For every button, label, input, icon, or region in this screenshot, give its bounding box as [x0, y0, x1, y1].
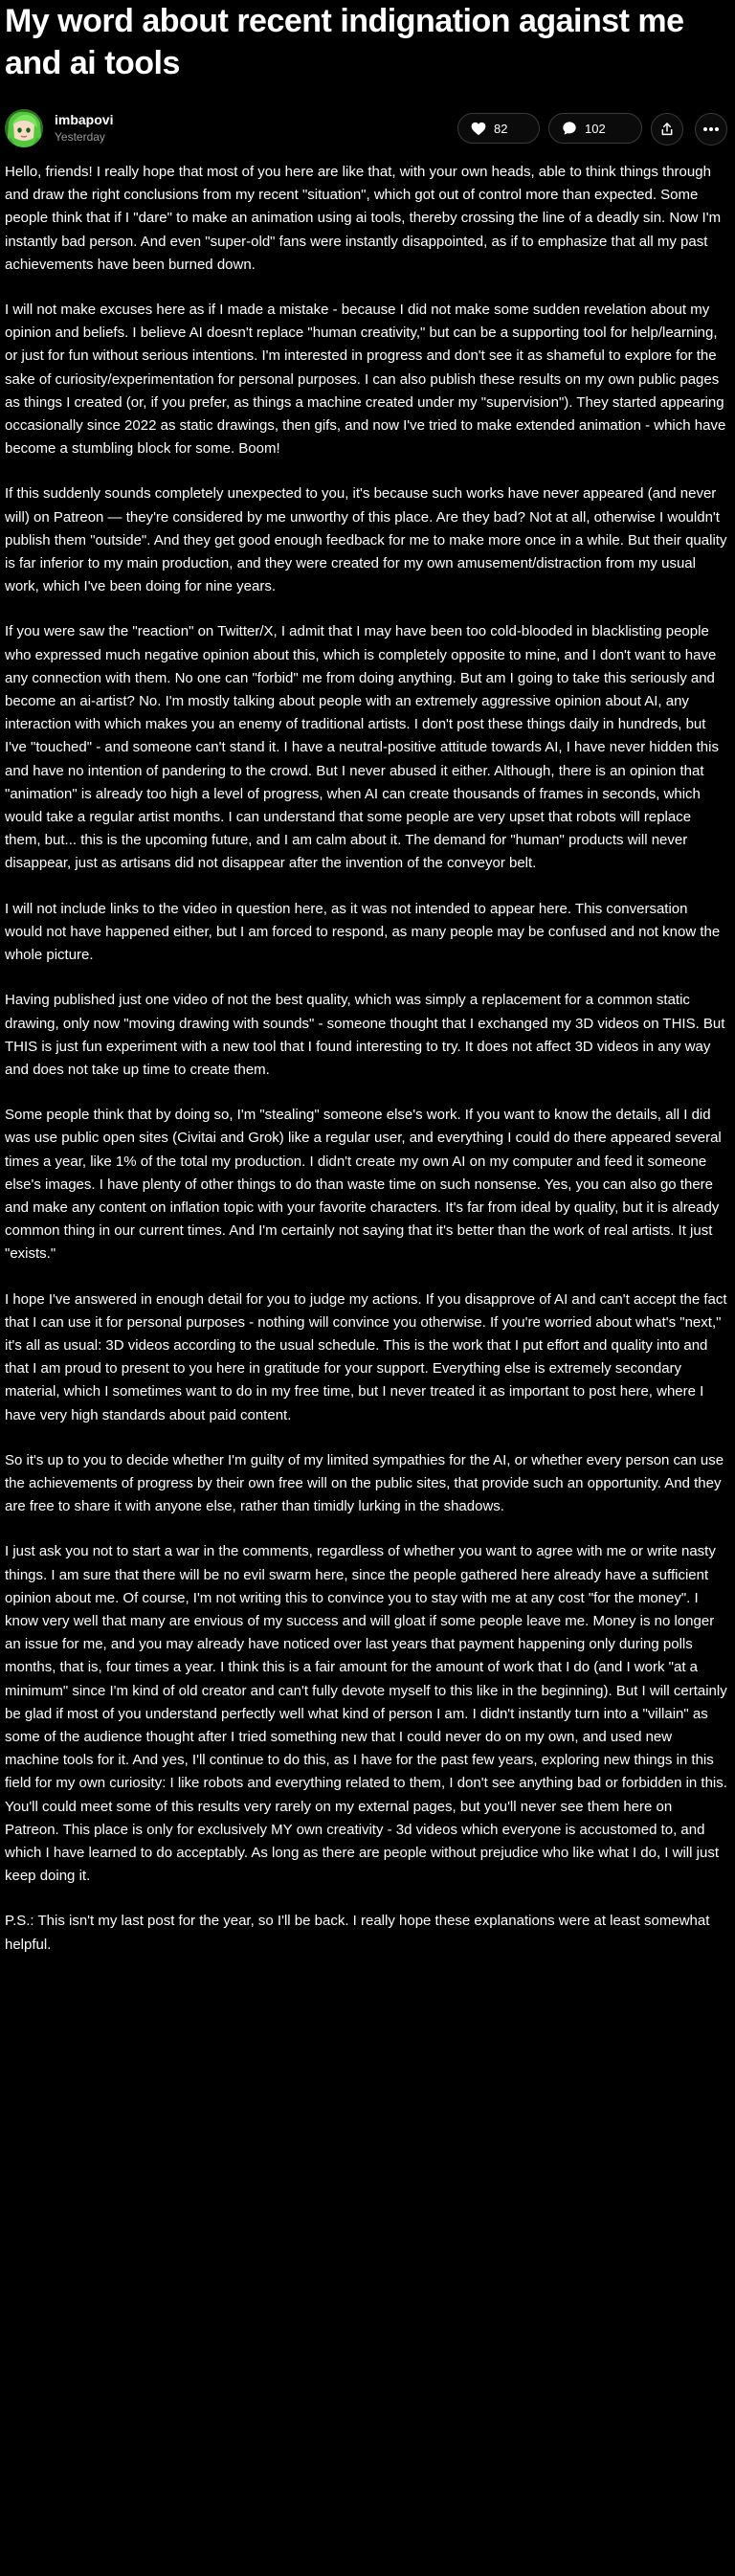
post-date: Yesterday: [55, 130, 105, 144]
share-button[interactable]: [651, 113, 683, 146]
post-paragraph: I will not include links to the video in question here, as it was not intended to appear here. This conversation would not have happened either, but I am forced to respond, as many people may be confused and not know the whole picture.: [5, 900, 721, 964]
author-row: [5, 109, 730, 147]
post-paragraph: Some people think that by doing so, I'm "stealing" someone else's work. If you want to know the details, all I did was use public open sites (Civitai and Grok) like a regular user, and everything I could do there appeared several times a year, like 1% of the total my production. I didn't create my own AI on my computer and feed it someone else's images. I have plenty of other things to do than waste time on such nonsense. Yes, you can also go there and make any content on inflation topic with your favorite characters. It's far from ideal by quality, but it is already common thing in our current times. And I'm certainly not saying that it's better than the work of real artists. It just "exists.": [5, 1107, 722, 1263]
post-paragraph: P.S.: This isn't my last post for the year, so I'll be back. I really hope these explanations were at least somewhat helpful.: [5, 1913, 710, 1953]
post-title: My word about recent indignation against me and ai tools: [5, 3, 684, 81]
avatar[interactable]: [5, 109, 43, 147]
post-body: [5, 161, 727, 1979]
post-paragraph: So it's up to you to decide whether I'm guilty of my limited sympathies for the AI, or whether every person can use the achievements of progress by their own free will on the public sites, that provide such an opportunity. And they are free to share it with anyone else, rather than timidly lurking in the shadows.: [5, 1451, 724, 1515]
post-paragraph: If you were saw the "reaction" on Twitter/X, I admit that I may have been too cold-blooded in blacklisting people who expressed much negative opinion about this, which is completely opposite to mine, and I don't want to have any connection with them. No one can "forbid" me from doing anything. But am I going to take this seriously and become an ai-artist? No. I'm mostly talking about people with an extremely aggressive opinion about AI, any interaction with which makes you an enemy of traditional artists. I don't post these things daily in hundreds, but I've "touched" - and someone can't stand it. I have a neutral-positive attitude towards AI, I have never hidden this and have no intention of pandering to the crowd. But I never abused it either. Although, there is an opinion that "animation" is already too high a level of progress, when AI can create thousands of frames in seconds, which would take a regular artist months. I can understand that some people are very upset that robots will replace them, but... this is the upcoming future, and I am calm about it. The demand for "human" products will never disappear, just as artisans did not disappear after the invention of the conveyor belt.: [5, 623, 719, 872]
post-paragraph: If this suddenly sounds completely unexpected to you, it's because such works have never appeared (and never will) on Patreon — they're considered by me unworthy of this place. Are they bad? Not at all, otherwise I wouldn't publish them "outside". And they get good enough feedback for me to make more once in a while. But their quality is far inferior to my main production, and they were created for my own amusement/distraction from my usual work, which I've been doing for nine years.: [5, 485, 727, 595]
speech-bubble-icon: [562, 121, 577, 136]
post-paragraph: I hope I've answered in enough detail for you to judge my actions. If you disapprove of AI and can't accept the fact that I can use it for personal purposes - nothing will convince you otherwise. If you're worried about what's "next," it's all as usual: 3D videos according to the usual schedule. This is the work that I put effort and quality into and that I am proud to present to you here in gratitude for your support. Everything else is extremely secondary material, which I sometimes want to do in my free time, but I never treated it as important to post here, where I have very high standards about paid content.: [5, 1290, 727, 1423]
green-haired-character-avatar-icon: [5, 109, 43, 147]
comment-count: 102: [585, 121, 606, 136]
like-count: 82: [494, 121, 508, 136]
like-button[interactable]: [457, 113, 540, 144]
post-paragraph: Hello, friends! I really hope that most of you here are like that, with your own heads, able to think things through and draw the right conclusions from my recent "situation", which got out of control more than expected. Some people think that if I "dare" to make an animation using ai tools, thereby crossing the line of a deadly sin. Now I'm instantly bad person. And even "super-old" fans were instantly disappointed, as if to emphasize that all my past achievements have been burned down.: [5, 164, 722, 273]
post-paragraph: I just ask you not to start a war in the comments, regardless of whether you want to agree with me or write nasty things. I am sure that there will be no evil swarm here, since the people gathered here already have a sufficient opinion about me. Of course, I'm not writing this to convince you to stay with me at any cost "for the money". I know very well that many are envious of my success and will gloat if some people leave me. Money is no longer an issue for me, and you may already have noticed over last years that payment happening only during polls months, that is, four times a year. I think this is a fair amount for the amount of work that I do (and I work "at a minimum" since I'm kind of old creator and can't fully devote myself to this like in the beginning). But I will certainly be glad if most of you understand perfectly well what kind of person I am. I didn't instantly turn into a "villain" as some of the audience thought after I tried something new that I could never do on my own, and used new machine tools for it. And yes, I'll continue to do this, as I have for the past few years, exploring new things in this field for my own curiosity: I like robots and everything related to them, I don't see anything bad or forbidden in this. You'll could meet some of this results very rarely on my external pages, but you'll never see them here on Patreon. This place is only for exclusively MY own creativity - 3d videos which everyone is accustomed to, and which I have learned to do acceptably. As long as there are people without prejudice who like what I do, I will just keep doing it.: [5, 1543, 727, 1885]
more-button[interactable]: [695, 113, 727, 146]
author-name[interactable]: imbapovi: [55, 112, 114, 127]
post-paragraph: I will not make excuses here as if I made a mistake - because I did not make some sudden revelation about my opinion and beliefs. I believe AI doesn't replace "human creativity," but can be a supporting tool for help/learning, or just for fun without serious intentions. I'm interested in progress and don't see it as shameful to explore for the sake of curiosity/experimentation for personal purposes. I can also publish these results on my own public pages as things I created (or, if you prefer, as things a machine created under my "supervision"). They started appearing occasionally since 2022 as static drawings, then gifs, and now I've tried to make extended animation - which have become a stumbling block for some. Boom!: [5, 302, 726, 458]
comments-button[interactable]: [548, 113, 642, 144]
post-paragraph: Having published just one video of not the best quality, which was simply a replacement for a common static drawing, only now "moving drawing with sounds" - someone thought that I exchanged my 3D videos on THIS. But THIS is just fun experiment with a new tool that I found interesting to try. It does not affect 3D videos in any way and does not take up time to create them.: [5, 992, 725, 1078]
more-dots-icon: [702, 126, 720, 132]
heart-icon: [471, 122, 486, 136]
share-icon: [659, 122, 675, 137]
